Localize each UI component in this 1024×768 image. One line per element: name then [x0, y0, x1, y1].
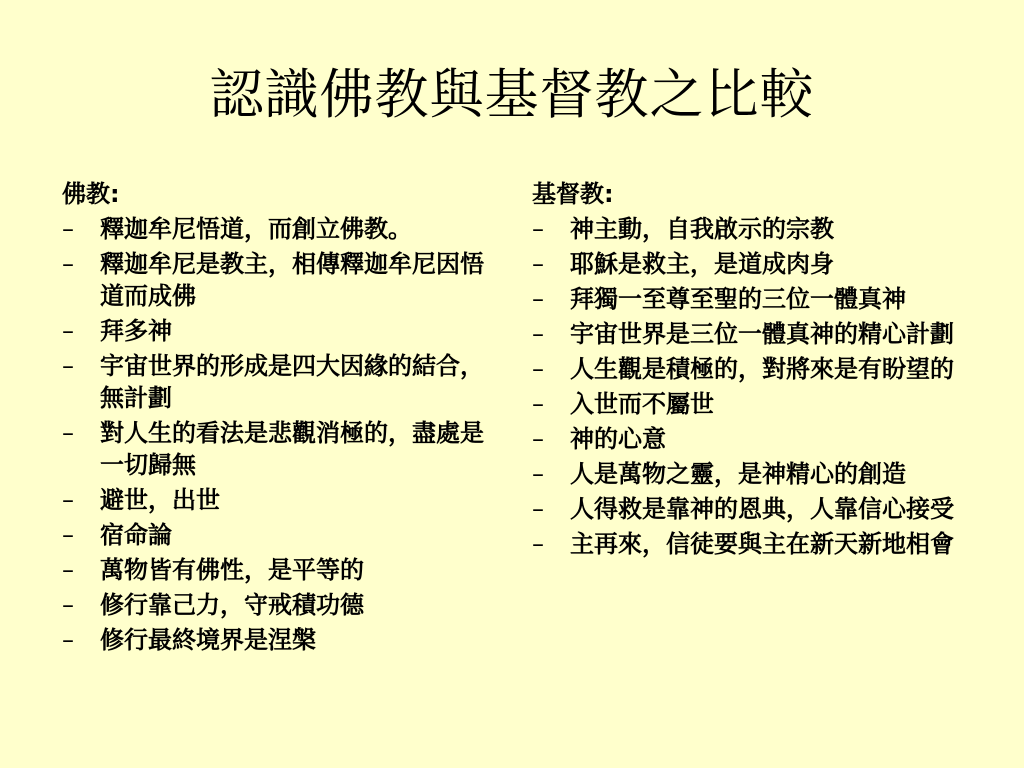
slide-title: 認識佛教與基督教之比較: [209, 63, 815, 126]
list-item-text: 拜獨一至尊至聖的三位一體真神: [570, 285, 906, 313]
list-item: [62, 554, 502, 586]
bullet-dash: –: [532, 495, 544, 523]
bullet-dash: –: [532, 390, 544, 418]
christianity-column: [532, 178, 972, 563]
list-item: [62, 350, 502, 414]
list-item-text: 人是萬物之靈，是神精心的創造: [570, 460, 906, 488]
list-item: [532, 213, 972, 245]
bullet-dash: –: [62, 317, 74, 345]
bullet-dash: –: [62, 486, 74, 514]
list-item-text: 宇宙世界是三位一體真神的精心計劃: [570, 320, 954, 348]
list-item: [532, 353, 972, 385]
list-item-text: 拜多神: [100, 317, 172, 345]
christianity-list: [532, 213, 972, 560]
list-item: [62, 315, 502, 347]
bullet-dash: –: [62, 215, 74, 243]
bullet-dash: –: [532, 460, 544, 488]
list-item: [532, 423, 972, 455]
list-item: [62, 624, 502, 656]
list-item: [532, 318, 972, 350]
bullet-dash: –: [532, 320, 544, 348]
list-item-text: 人得救是靠神的恩典，人靠信心接受: [570, 495, 954, 523]
list-item: [62, 213, 502, 245]
list-item: [62, 417, 502, 481]
buddhism-heading: 佛教:: [62, 180, 120, 208]
list-item-text: 釋迦牟尼悟道，而創立佛教。: [100, 215, 412, 243]
bullet-dash: –: [532, 425, 544, 453]
bullet-dash: –: [62, 556, 74, 584]
list-item: [532, 388, 972, 420]
bullet-dash: –: [62, 626, 74, 654]
list-item-text: 耶穌是救主，是道成肉身: [570, 250, 834, 278]
bullet-dash: –: [62, 250, 74, 278]
list-item-text: 入世而不屬世: [570, 390, 714, 418]
christianity-heading: 基督教:: [532, 180, 614, 208]
list-item-text: 釋迦牟尼是教主，相傳釋迦牟尼因悟道而成佛: [100, 250, 484, 310]
list-item-text: 主再來，信徒要與主在新天新地相會: [570, 530, 954, 558]
bullet-dash: –: [532, 250, 544, 278]
list-item-text: 人生觀是積極的，對將來是有盼望的: [570, 355, 954, 383]
list-item-text: 修行最終境界是涅槃: [100, 626, 316, 654]
list-item-text: 神的心意: [570, 425, 666, 453]
list-item-text: 宿命論: [100, 521, 172, 549]
list-item: [532, 528, 972, 560]
list-item-text: 對人生的看法是悲觀消極的，盡處是一切歸無: [100, 419, 484, 479]
bullet-dash: –: [62, 352, 74, 380]
bullet-dash: –: [62, 419, 74, 447]
bullet-dash: –: [62, 521, 74, 549]
list-item-text: 避世，出世: [100, 486, 220, 514]
buddhism-column: [62, 178, 502, 659]
list-item: [62, 519, 502, 551]
list-item-text: 萬物皆有佛性，是平等的: [100, 556, 364, 584]
list-item-text: 神主動，自我啟示的宗教: [570, 215, 834, 243]
list-item: [62, 589, 502, 621]
buddhism-list: [62, 213, 502, 656]
list-item: [62, 248, 502, 312]
list-item-text: 宇宙世界的形成是四大因緣的結合，無計劃: [100, 352, 484, 412]
bullet-dash: –: [532, 355, 544, 383]
bullet-dash: –: [62, 591, 74, 619]
bullet-dash: –: [532, 215, 544, 243]
list-item: [532, 283, 972, 315]
list-item-text: 修行靠己力，守戒積功德: [100, 591, 364, 619]
bullet-dash: –: [532, 285, 544, 313]
list-item: [62, 484, 502, 516]
list-item: [532, 248, 972, 280]
list-item: [532, 493, 972, 525]
list-item: [532, 458, 972, 490]
bullet-dash: –: [532, 530, 544, 558]
